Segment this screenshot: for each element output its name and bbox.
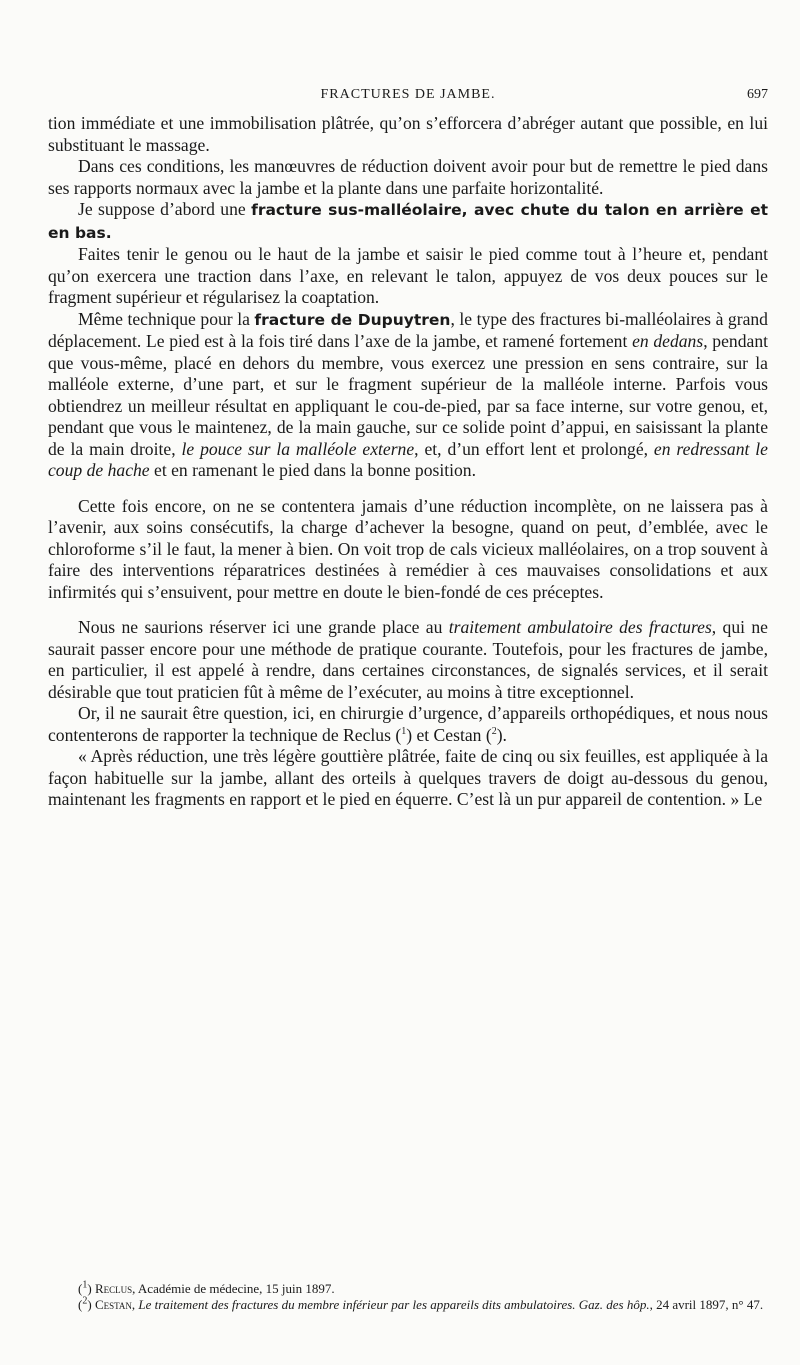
footnote-mark: 1 <box>82 1279 88 1291</box>
footnote-separator: , <box>131 1297 139 1312</box>
paragraph-sus-malleolar <box>48 199 768 244</box>
paragraph-reclus-cestan <box>48 703 768 746</box>
text-run: ) et Cestan ( <box>406 724 492 745</box>
footnote-mark: 2 <box>82 1295 88 1307</box>
footnote-author: Cestan <box>94 1297 132 1312</box>
paragraph-continuation: tion immédiate et une immobilisation plâtrée, qu’on s’efforcera d’abréger autant que possible, en lui substituant le massage. <box>48 113 768 155</box>
text-run: , le type des fractures bi-malléolaires à grand déplacement. Le pied est à la fois tiré dans l’axe de la jambe, et ramené fortement <box>48 308 768 351</box>
footnote-author: Reclus <box>94 1281 133 1296</box>
text-run: ). <box>496 724 507 745</box>
bold-heading-sus-malleolar: fracture sus-malléolaire, avec chute du talon en arrière et en bas. <box>48 201 768 242</box>
running-title: FRACTURES DE JAMBE. <box>320 87 496 102</box>
footnotes <box>48 1281 768 1313</box>
body-text <box>48 113 768 811</box>
paragraph-quotation: « Après réduction, une très légère gouttière plâtrée, faite de cinq ou six feuilles, est appliquée à la façon habituelle sur la jambe, allant des orteils à quelques travers de doigt au-dessous du genou, maintenant les fragments en rapport et le pied en équerre. C’est là un pur appareil de contention. » Le <box>48 746 768 809</box>
footnote-1: ($^1$) Reclus, Académie de médecine, 15 juin 1897. <box>78 1279 335 1296</box>
footnote-text: , Académie de médecine, 15 juin 1897. <box>132 1281 335 1296</box>
text-run: , pendant que vous-même, placé en dehors du membre, vous exercez une pression en sens contraire, sur la malléole externe, d’une part, et sur le fragment supérieur de la malléole interne. Parfois vous obtiendrez un meilleur résultat en appliquant le cou-de-pied, par sa face interne, sur votre genou, et, pendant que vous le maintenez, de la main gauche, sur ce solide point d’appui, en saisissant la plante de la main droite, <box>48 331 769 459</box>
footnote-2: ($^2$) Cestan, Le traitement des fractures du membre inférieur par les appareils dits ambulatoires. Gaz. des hôp., 24 avril 1897, n° 47. <box>78 1295 764 1312</box>
text-run: Même technique pour la <box>78 308 255 329</box>
paragraph-dupuytren <box>48 309 768 482</box>
text-run: , et, d’un effort lent et prolongé, <box>414 438 654 459</box>
italic-run: le pouce sur la malléole externe <box>181 438 415 459</box>
text-run: , qui ne saurait passer encore pour une méthode de pratique courante. Toutefois, pour les fractures de jambe, en particulier, il est appelé à rendre, dans certaines circonstances, de signalés services, et il serait désirable que tout praticien fût à même de l’exécuter, au moins à titre exceptionnel. <box>48 617 768 702</box>
text-run: Or, il ne saurait être question, ici, en chirurgie d’urgence, d’appareils orthopédiques, et nous nous contenterons de rapporter la technique de Reclus ( <box>48 703 768 745</box>
italic-run: en redressant le coup de hache <box>48 438 768 480</box>
italic-run: en dedans <box>632 331 704 351</box>
paragraph-ambulatory-treatment <box>48 617 768 703</box>
paragraph-reduction-conditions: Dans ces conditions, les manœuvres de réduction doivent avoir pour but de remettre le pied dans ses rapports normaux avec la jambe et la plante dans une parfaite horizontalité. <box>48 156 768 198</box>
page-number: 697 <box>747 87 768 102</box>
paragraph-incomplete-reduction: Cette fois encore, on ne se contentera jamais d’une réduction incomplète, on ne laissera pas à l’avenir, aux soins consécutifs, la charge d’achever la besogne, quand on peut, d’emblée, avec le chloroforme s’il le faut, la mener à bien. On voit trop de cals vicieux malléolaires, on a trop souvent à faire des interventions réparatrices destinées à remédier à ces mauvaises consolidations et aux infirmités qui s’ensuivent, pour mettre en doute le bien-fondé de ces préceptes. <box>48 495 768 602</box>
footnote-title: Le traitement des fractures du membre inférieur par les appareils dits ambulatoires. Gaz. des hôp. <box>138 1297 650 1312</box>
italic-run: traitement ambulatoire des fractures <box>448 617 712 637</box>
text-run: Nous ne saurions réserver ici une grande place au <box>78 617 449 637</box>
paragraph-technique: Faites tenir le genou ou le haut de la jambe et saisir le pied comme tout à l’heure et, pendant qu’on exercera une traction dans l’axe, en relevant le talon, appuyez de vos deux pouces sur le fragment supérieur et régularisez la coaptation. <box>48 244 768 307</box>
footnote-ref-2[interactable]: 2 <box>491 725 497 737</box>
page-header <box>48 87 768 109</box>
text-run: Je suppose d’abord une <box>78 199 252 219</box>
footnote-text: , 24 avril 1897, n° 47. <box>649 1297 764 1312</box>
text-run: et en ramenant le pied dans la bonne position. <box>149 460 476 480</box>
bold-heading-dupuytren: fracture de Dupuytren <box>254 310 451 329</box>
footnote-ref-1[interactable]: 1 <box>401 725 407 737</box>
